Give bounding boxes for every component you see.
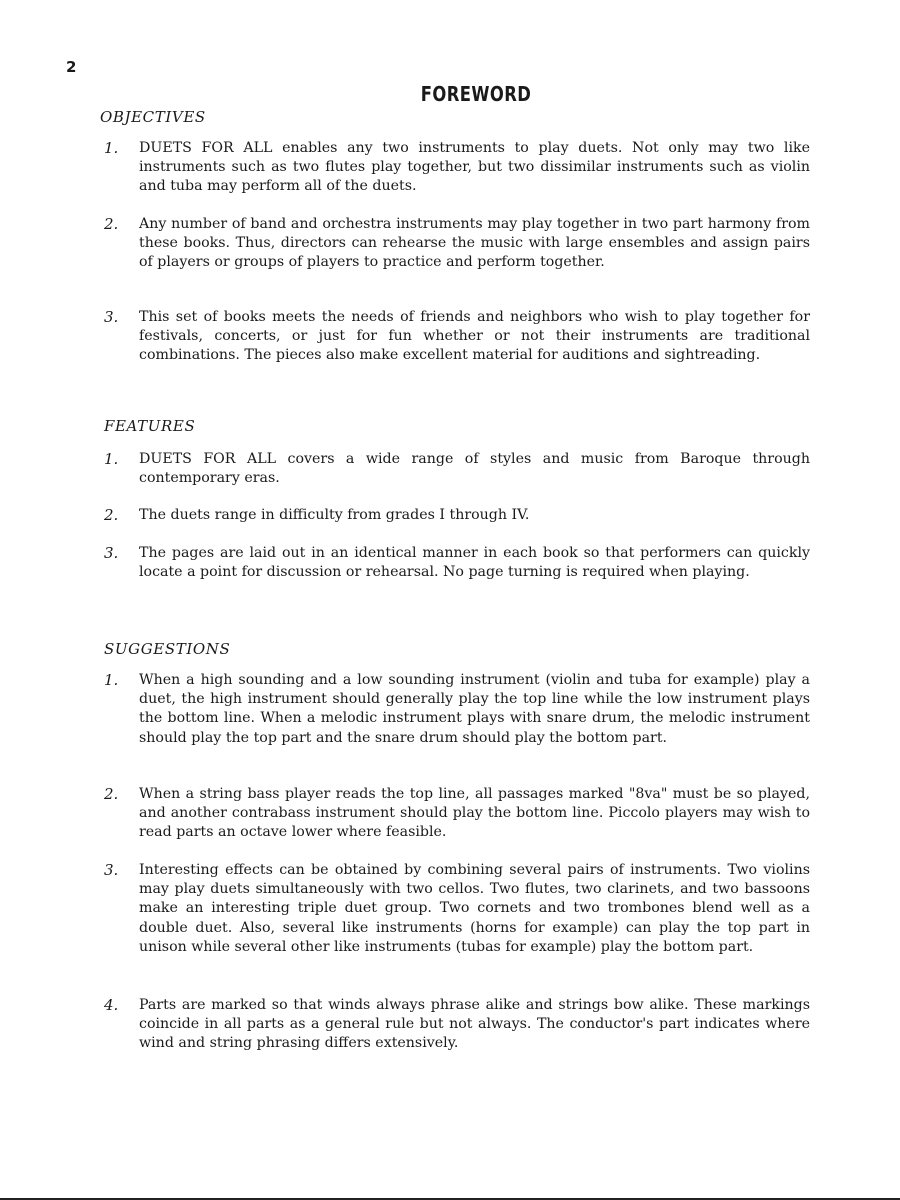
item-text: The pages are laid out in an identical manner in each book so that performers can quickly locate a point for discussion or rehearsal. No page turning is required when playing. [139, 545, 810, 581]
suggestions-item-1 [104, 671, 810, 748]
item-number: 1. [104, 671, 119, 689]
item-number: 1. [104, 139, 119, 157]
item-text: This set of books meets the needs of friends and neighbors who wish to play together for festivals, concerts, or just for fun whether or not their instruments are traditional combinations. The pieces also make excellent material for auditions and sightreading. [139, 309, 810, 364]
features-heading: FEATURES [104, 417, 196, 435]
objectives-heading: OBJECTIVES [100, 108, 206, 126]
item-number: 2. [104, 215, 119, 233]
features-item-2 [104, 506, 810, 525]
features-item-1 [104, 450, 810, 488]
page-title: FOREWORD [420, 82, 532, 106]
item-text: When a string bass player reads the top line, all passages marked "8va" must be so played, and another contrabass instrument should play the bottom line. Piccolo players may wish to read parts an octave lower where feasible. [139, 786, 810, 841]
item-text: When a high sounding and a low sounding instrument (violin and tuba for example) play a duet, the high instrument should generally play the top line while the low instrument plays the bottom line. When a melodic instrument plays with snare drum, the melodic instrument should play the top part and the snare drum should play the bottom part. [139, 672, 810, 746]
suggestions-item-4 [104, 996, 810, 1054]
item-number: 1. [104, 450, 119, 468]
suggestions-heading: SUGGESTIONS [104, 640, 231, 658]
item-text: DUETS FOR ALL covers a wide range of styles and music from Baroque through contemporary eras. [139, 451, 810, 487]
item-text: Any number of band and orchestra instruments may play together in two part harmony from these books. Thus, directors can rehearse the music with large ensembles and assign pairs of players or groups of players to practice and perform together. [139, 216, 810, 271]
item-number: 2. [104, 785, 119, 803]
features-item-3 [104, 544, 810, 582]
suggestions-item-2 [104, 785, 810, 843]
item-number: 3. [104, 308, 119, 326]
page-number: 2 [66, 58, 77, 76]
item-text: DUETS FOR ALL enables any two instruments to play duets. Not only may two like instruments such as two flutes play together, but two dissimilar instruments such as violin and tuba may perform all of the duets. [139, 140, 810, 195]
item-text: Interesting effects can be obtained by combining several pairs of instruments. Two violins may play duets simultaneously with two cellos. Two flutes, two clarinets, and two bassoons make an interesting triple duet group. Two cornets and two trombones blend well as a double duet. Also, several like instruments (horns for example) can play the top part in unison while several other like instruments (tubas for example) play the bottom part. [139, 862, 810, 955]
objectives-item-1 [104, 139, 810, 197]
item-text: The duets range in difficulty from grades I through IV. [139, 507, 530, 523]
item-number: 3. [104, 544, 119, 562]
item-number: 4. [104, 996, 119, 1014]
item-number: 2. [104, 506, 119, 524]
item-text: Parts are marked so that winds always phrase alike and strings bow alike. These markings coincide in all parts as a general rule but not always. The conductor's part indicates where wind and string phrasing differs extensively. [139, 997, 810, 1052]
item-number: 3. [104, 861, 119, 879]
suggestions-item-3 [104, 861, 810, 957]
objectives-item-2 [104, 215, 810, 273]
objectives-item-3 [104, 308, 810, 366]
